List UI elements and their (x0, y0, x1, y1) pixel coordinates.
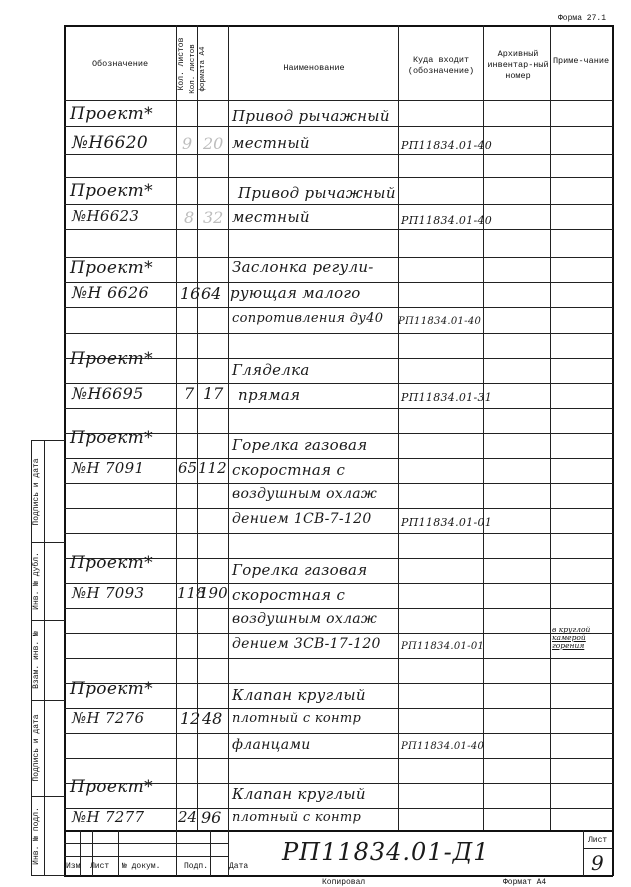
entry-sheets-a4: 96 (201, 808, 222, 827)
entry-name: плотный с контр (232, 711, 362, 726)
row-line (64, 658, 613, 659)
entry-name: местный (232, 134, 310, 152)
entry-sheets: 118 (177, 584, 206, 602)
entry-sheets-a4: 20 (203, 134, 224, 153)
row-line (64, 177, 613, 178)
stamp-podp: Подп. (184, 862, 209, 871)
entry-name: Горелка газовая (232, 436, 368, 454)
frame-top (64, 25, 613, 27)
footer-format: Формат А4 (503, 878, 547, 887)
entry-project: Проект* (70, 349, 153, 369)
frame-bottom (64, 875, 613, 877)
entry-project: Проект* (70, 679, 153, 699)
entry-sheets-a4: 32 (203, 208, 224, 227)
header-sheets-a4: Кол. листов формата А4 (189, 44, 207, 94)
header-designation: Обозначение (91, 59, 149, 69)
entry-destination: РП11834.01-40 (401, 214, 493, 227)
stamp-top (64, 830, 613, 832)
row-line (64, 708, 613, 709)
entry-project: Проект* (70, 258, 153, 278)
stamp-data: Дата (229, 862, 249, 871)
side-label-inv-podl: Инв. № подл. (32, 807, 41, 865)
row-line (64, 758, 613, 759)
col-line-6 (550, 25, 551, 830)
entry-destination: РП11834.01-01 (401, 516, 493, 529)
side-strip-top (31, 440, 65, 441)
entry-sheets: 7 (184, 384, 195, 403)
entry-sheets-a4: 64 (201, 284, 222, 303)
footer-copied: Копировал (322, 878, 366, 887)
entry-name: рующая малого (230, 284, 361, 302)
header-destination: Куда входит (обозначение) (407, 55, 475, 76)
stamp-list-sep (583, 848, 613, 849)
row-line (64, 204, 613, 205)
entry-destination: РП11834.01-40 (401, 139, 493, 152)
entry-project: Проект* (70, 553, 153, 573)
entry-sheets-a4: 17 (203, 384, 224, 403)
row-line (64, 307, 613, 308)
entry-name: дением 3СВ-17-120 (232, 636, 381, 652)
entry-sheets: 9 (182, 134, 193, 153)
header-sheets-count: Кол. листов (177, 37, 186, 91)
stamp-list-label: Лист (588, 836, 608, 845)
entry-project: Проект* (70, 777, 153, 797)
stamp-col (176, 830, 177, 876)
row-line (64, 733, 613, 734)
col-line-3 (228, 25, 229, 830)
entry-number: №Н 7276 (72, 709, 145, 727)
entry-name: Клапан круглый (232, 686, 366, 704)
row-line (64, 608, 613, 609)
entry-number: №Н 7277 (72, 808, 145, 826)
side-strip-mid (44, 440, 45, 876)
row-line (64, 126, 613, 127)
entry-note: в круглой камерой горения (552, 625, 591, 650)
stamp-mid (64, 843, 228, 844)
entry-name: прямая (238, 386, 301, 404)
entry-sheets-a4: 48 (202, 709, 223, 728)
header-note: Приме-чание (552, 56, 610, 66)
row-line (64, 458, 613, 459)
row-line (64, 508, 613, 509)
row-line (64, 333, 613, 334)
frame-left (64, 25, 66, 876)
stamp-list: Лист (90, 862, 110, 871)
side-label-podpis-data-2: Подпись и дата (32, 714, 41, 782)
row-line (64, 408, 613, 409)
entry-destination: РП11834.01-31 (401, 391, 493, 404)
entry-name: Заслонка регули- (232, 258, 374, 276)
entry-number: №Н6620 (72, 133, 148, 153)
col-line-1 (176, 25, 177, 830)
row-line (64, 154, 613, 155)
entry-name: воздушным охлаж (232, 486, 378, 502)
entry-name: фланцами (232, 737, 311, 753)
row-line (64, 229, 613, 230)
entry-destination: РП11834.01-40 (401, 741, 485, 752)
entry-destination: РП11834.01-01 (401, 641, 485, 652)
stamp-izm: Изм (66, 862, 81, 871)
entry-name: сопротивления ду40 (232, 311, 384, 326)
row-line (64, 808, 613, 809)
entry-number: №Н 6626 (72, 283, 149, 302)
stamp-ndok: № докум. (122, 862, 161, 871)
header-name: Наименование (283, 63, 345, 73)
entry-name: дением 1СВ-7-120 (232, 511, 372, 527)
entry-name: скоростная с (232, 461, 346, 479)
frame-right (612, 25, 614, 876)
side-label-vzam-inv: Взам. инв. № (32, 631, 41, 689)
side-label-podpis-data-1: Подпись и дата (32, 458, 41, 526)
entry-number: №Н 7093 (72, 584, 145, 602)
entry-name: Горелка газовая (232, 561, 368, 579)
entry-number: №Н 7091 (72, 459, 145, 477)
stamp-col (583, 830, 584, 876)
col-line-4 (398, 25, 399, 830)
row-line (64, 633, 613, 634)
entry-name: Привод рычажный (232, 107, 390, 125)
header-bottom-line (64, 100, 613, 101)
entry-sheets-a4: 190 (199, 584, 228, 602)
entry-sheets: 24 (178, 808, 198, 826)
row-line (64, 483, 613, 484)
entry-sheets: 16 (180, 284, 201, 303)
side-label-inv-dubl: Инв. № дубл. (32, 552, 41, 610)
row-line (64, 533, 613, 534)
entry-name: скоростная с (232, 586, 346, 604)
entry-project: Проект* (70, 181, 153, 201)
row-line (64, 383, 613, 384)
stamp-mid-2 (64, 856, 228, 857)
row-line (64, 583, 613, 584)
entry-name: местный (232, 208, 310, 226)
entry-name: Гляделка (232, 361, 310, 379)
entry-project: Проект* (70, 428, 153, 448)
stamp-list-number: 9 (591, 851, 605, 875)
entry-project: Проект* (70, 104, 153, 124)
stamp-col (118, 830, 119, 876)
entry-name: плотный с контр (232, 810, 362, 825)
entry-name: Клапан круглый (232, 785, 366, 803)
entry-sheets: 8 (184, 208, 195, 227)
document-code: РП11834.01-Д1 (282, 838, 490, 866)
form-label: Форма 27.1 (558, 14, 607, 23)
entry-sheets: 65 (178, 459, 198, 477)
entry-sheets: 12 (180, 709, 201, 728)
entry-sheets-a4: 112 (198, 459, 227, 477)
entry-name: воздушным охлаж (232, 611, 378, 627)
header-archive: Архивный инвентар-ный номер (487, 49, 549, 81)
stamp-col (210, 830, 211, 876)
entry-number: №Н6623 (72, 207, 140, 225)
entry-destination: РП11834.01-40 (398, 316, 482, 327)
entry-number: №Н6695 (72, 384, 144, 403)
entry-name: Привод рычажный (238, 184, 396, 202)
